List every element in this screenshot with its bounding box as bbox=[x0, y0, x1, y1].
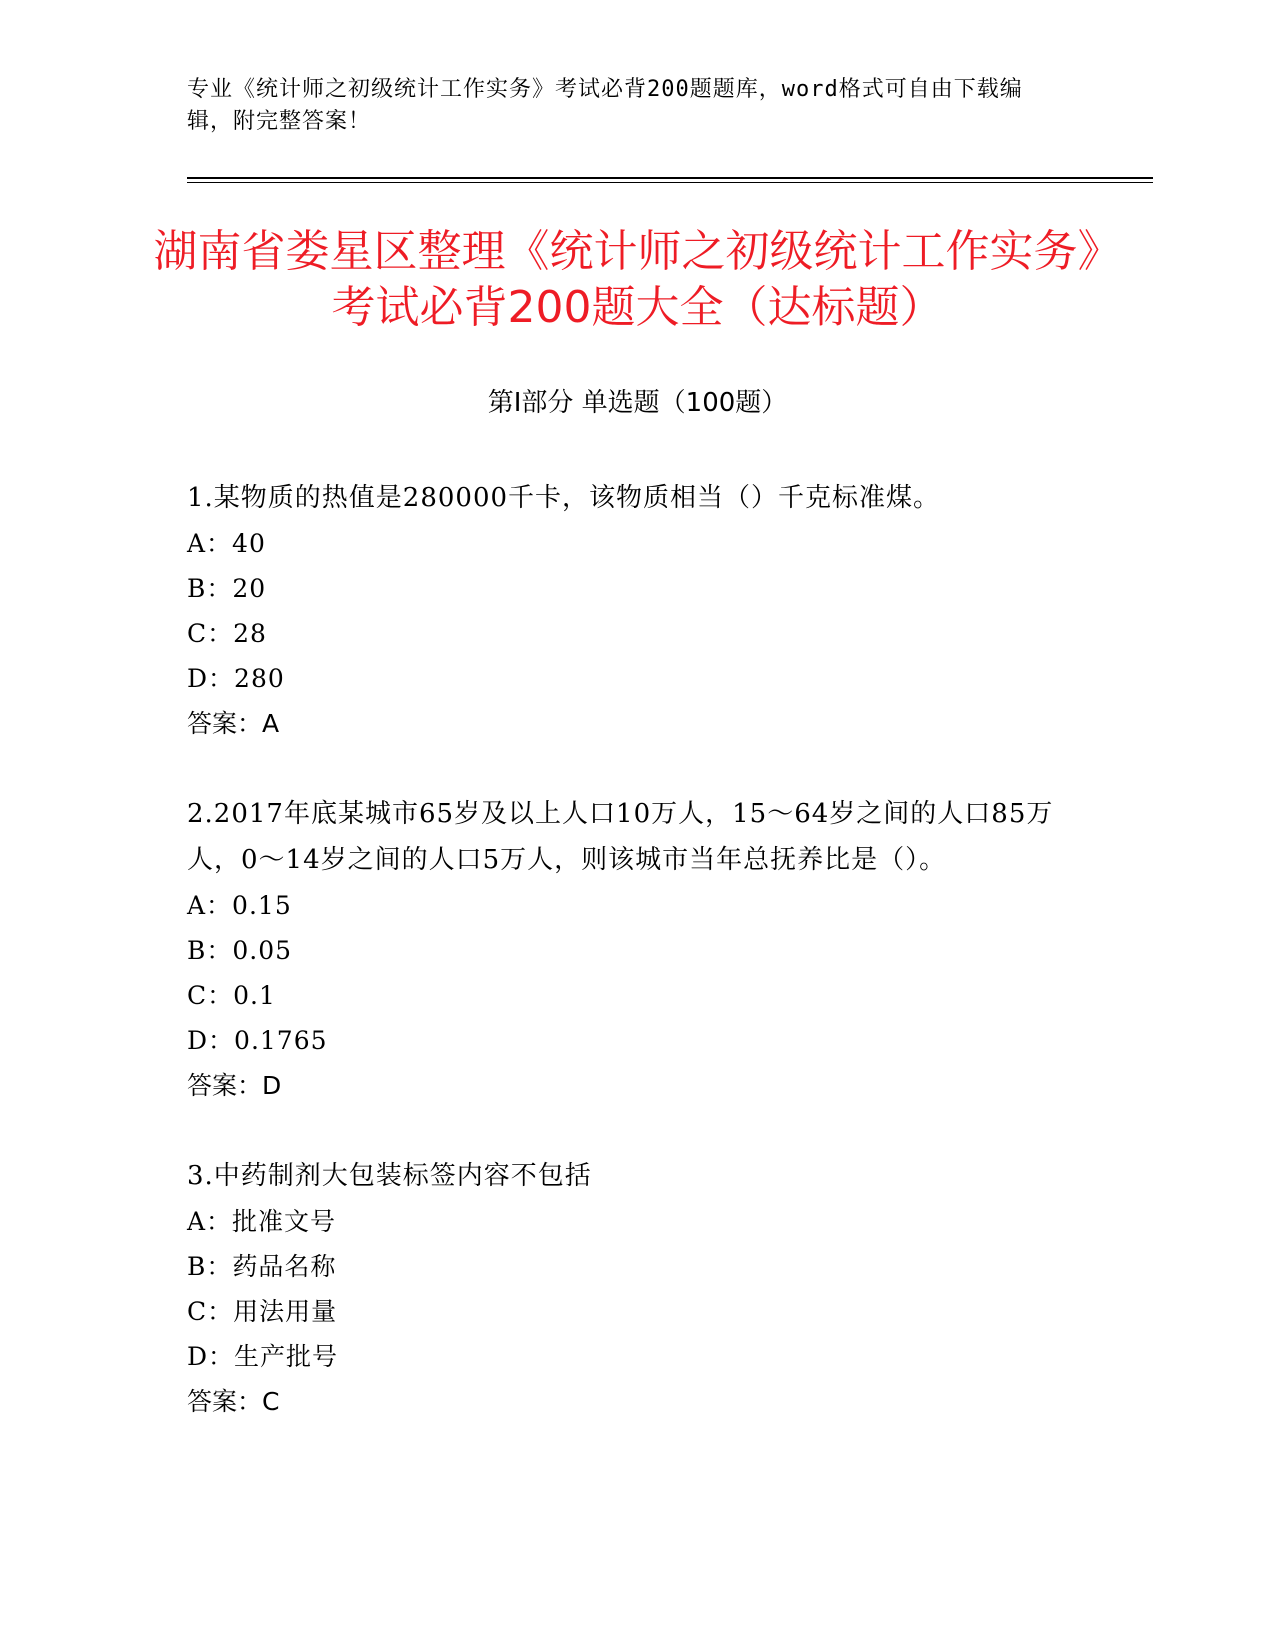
option-c: C：28 bbox=[187, 619, 267, 648]
option-d: D：280 bbox=[187, 664, 285, 693]
header-note: 专业《统计师之初级统计工作实务》考试必背200题题库，word格式可自由下载编辑，附完整答案！ bbox=[187, 77, 1023, 134]
option-c: C：0.1 bbox=[187, 981, 276, 1010]
option-a: A：0.15 bbox=[187, 891, 292, 920]
question-spacer bbox=[187, 747, 1087, 791]
question-stem: 1.某物质的热值是280000千卡，该物质相当（）千克标准煤。 bbox=[187, 483, 941, 513]
option-d: D：0.1765 bbox=[187, 1026, 328, 1055]
answer-line: 答案：C bbox=[187, 1387, 280, 1416]
question-list bbox=[187, 475, 1087, 1425]
question-spacer bbox=[187, 1109, 1087, 1153]
option-b: B：药品名称 bbox=[187, 1252, 337, 1281]
section-heading: 第Ⅰ部分 单选题（100题） bbox=[487, 388, 788, 418]
option-a: A：批准文号 bbox=[187, 1207, 337, 1236]
option-d: D：生产批号 bbox=[187, 1342, 339, 1371]
question-2 bbox=[187, 791, 1087, 1109]
option-c: C：用法用量 bbox=[187, 1297, 338, 1326]
answer-line: 答案：A bbox=[187, 709, 280, 738]
answer-line: 答案：D bbox=[187, 1071, 282, 1100]
option-b: B：0.05 bbox=[187, 936, 293, 965]
option-b: B：20 bbox=[187, 574, 267, 603]
question-stem: 3.中药制剂大包装标签内容不包括 bbox=[187, 1161, 592, 1191]
question-3 bbox=[187, 1153, 1087, 1425]
question-1 bbox=[187, 475, 1087, 747]
header-rule-thin bbox=[187, 182, 1153, 183]
header-rule-thick bbox=[187, 177, 1153, 179]
document-title: 湖南省娄星区整理《统计师之初级统计工作实务》考试必背200题大全（达标题） bbox=[153, 226, 1122, 333]
option-a: A：40 bbox=[187, 529, 266, 558]
question-stem: 2.2017年底某城市65岁及以上人口10万人，15～64岁之间的人口85万人，0～14岁之间的人口5万人，则该城市当年总抚养比是（）。 bbox=[187, 799, 1054, 875]
